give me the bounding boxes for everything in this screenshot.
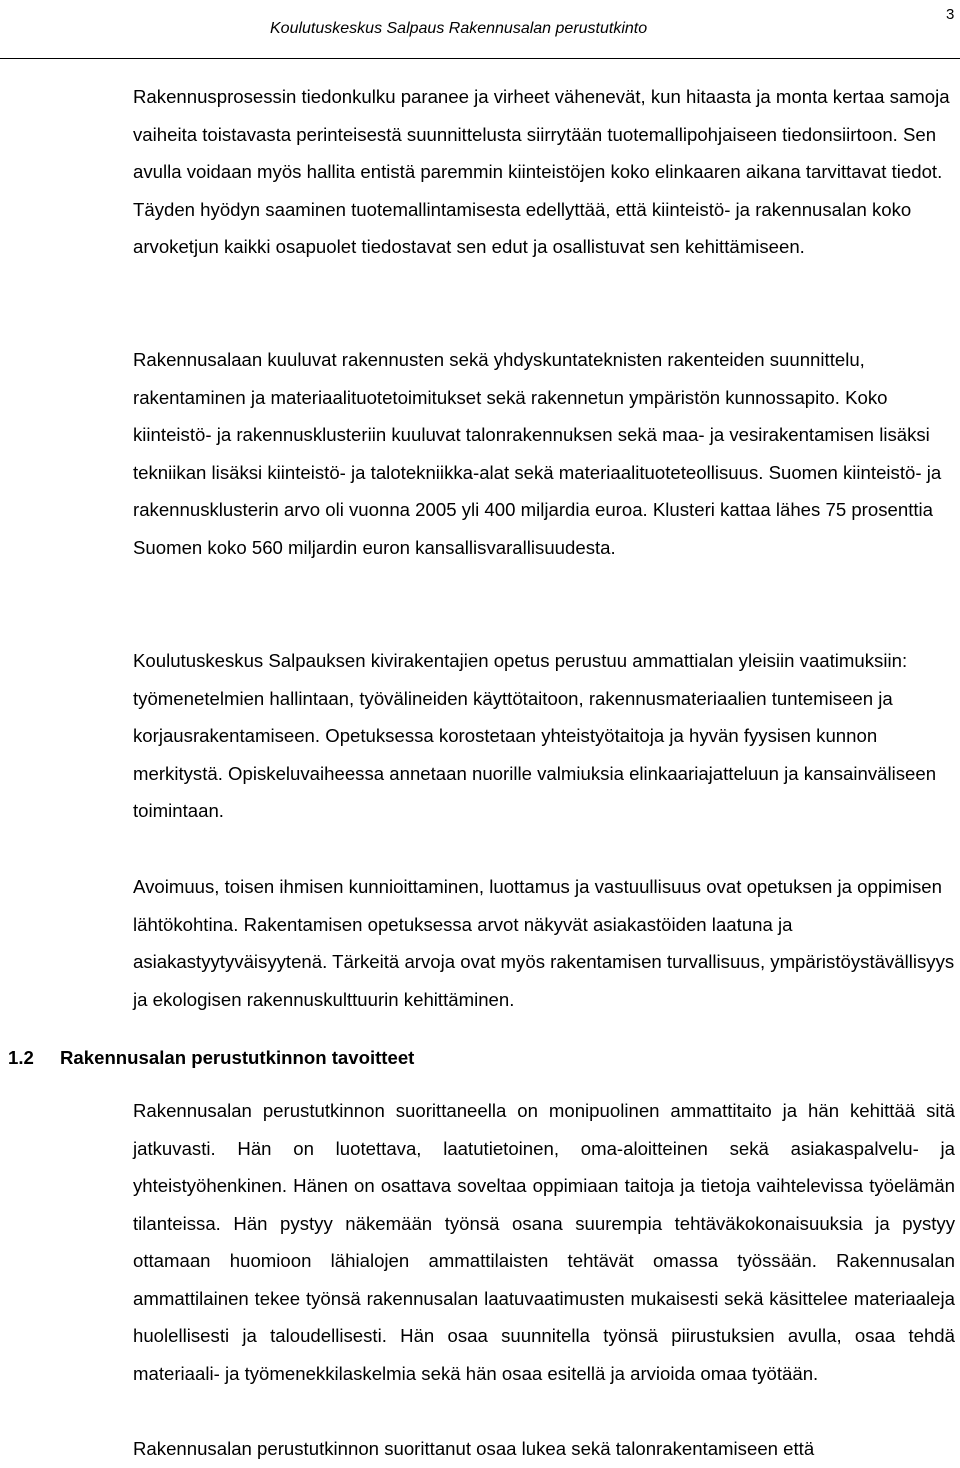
page-number: 3 [946,6,955,23]
section-number: 1.2 [8,1047,34,1068]
paragraph-construction-cluster: Rakennusalaan kuuluvat rakennusten sekä yhdyskuntateknisten rakenteiden suunnittelu, rakentaminen ja materiaalituotetoimitukset sekä rakennetun ympäristön kunnossapito. Koko kiinteistö- ja rakennusklusteriin kuuluvat talonrakennuksen sekä maa- ja vesirakentamisen lisäksi tekniikan lisäksi kiinteistö- ja talotekniikka-alat sekä materiaalituoteteollisuus. Suomen kiinteistö- ja rakennusklusterin arvo oli vuonna 2005 yli 400 miljardia euroa. Klusteri kattaa lähes 75 prosenttia Suomen koko 560 miljardin euron kansallisvarallisuudesta. [133,349,942,558]
paragraph-degree-continued: Rakennusalan perustutkinnon suorittanut osaa lukea sekä talonrakentamiseen että [133,1438,815,1459]
header-title: Koulutuskeskus Salpaus Rakennusalan perustutkinto [270,20,648,37]
header-divider [0,58,960,59]
paragraph-salpaus-education: Koulutuskeskus Salpauksen kivirakentajien opetus perustuu ammattialan yleisiin vaatimuksiin: työmenetelmien hallintaan, työvälineiden käyttötaitoon, rakennusmateriaalien tuntemiseen ja korjausrakentamiseen. Opetuksessa korostetaan yhteistyötaitoja ja hyvän fyysisen kunnon merkitystä. Opiskeluvaiheessa annetaan nuorille valmiuksia elinkaariajatteluun ja kansainväliseen toimintaan. [133,650,937,821]
paragraph-product-modeling: Rakennusprosessin tiedonkulku paranee ja virheet vähenevät, kun hitaasta ja monta kertaa samoja vaiheita toistavasta perinteisestä suunnittelusta siirrytään tuotemallipohjaiseen tiedonsiirtoon. Sen avulla voidaan myös hallita entistä paremmin kiinteistöjen koko elinkaaren aikana tarvittavat tiedot. Täyden hyödyn saaminen tuotemallintamisesta edellyttää, että kiinteistö- ja rakennusalan koko arvoketjun kaikki osapuolet tiedostavat sen edut ja osallistuvat sen kehittämiseen. [133,86,950,257]
paragraph-values: Avoimuus, toisen ihmisen kunnioittaminen, luottamus ja vastuullisuus ovat opetuksen ja oppimisen lähtökohtina. Rakentamisen opetuksessa arvot näkyvät asiakastöiden laatuna ja asiakastyytyväisyytenä. Tärkeitä arvoja ovat myös rakentamisen turvallisuus, ympäristöystävällisyys ja ekologisen rakennuskulttuurin kehittäminen. [133,876,955,1010]
section-heading [8,1047,414,1069]
section-title: Rakennusalan perustutkinnon tavoitteet [60,1047,415,1068]
page-header [0,6,960,48]
paragraph-degree-goals: Rakennusalan perustutkinnon suorittaneella on monipuolinen ammattitaito ja hän kehittää sitä jatkuvasti. Hän on luotettava, laatutietoinen, oma-aloitteinen sekä asiakaspalvelu- ja yhteistyöhenkinen. Hänen on osattava soveltaa oppimiaan taitoja ja tietoja vaihtelevissa työelämän tilanteissa. Hän pystyy näkemään työnsä osana suurempia tehtäväkokonaisuuksia ja pystyy ottamaan huomioon lähialojen ammattilaisten tehtävät omassa työssään. Rakennusalan ammattilainen tekee työnsä rakennusalan laatuvaatimusten mukaisesti sekä käsittelee materiaaleja huolellisesti ja taloudellisesti. Hän osaa suunnitella työnsä piirustuksien avulla, osaa tehdä materiaali- ja työmenekkilaskelmia sekä hän osaa esitellä ja arvioida omaa työtään. [133,1100,955,1384]
